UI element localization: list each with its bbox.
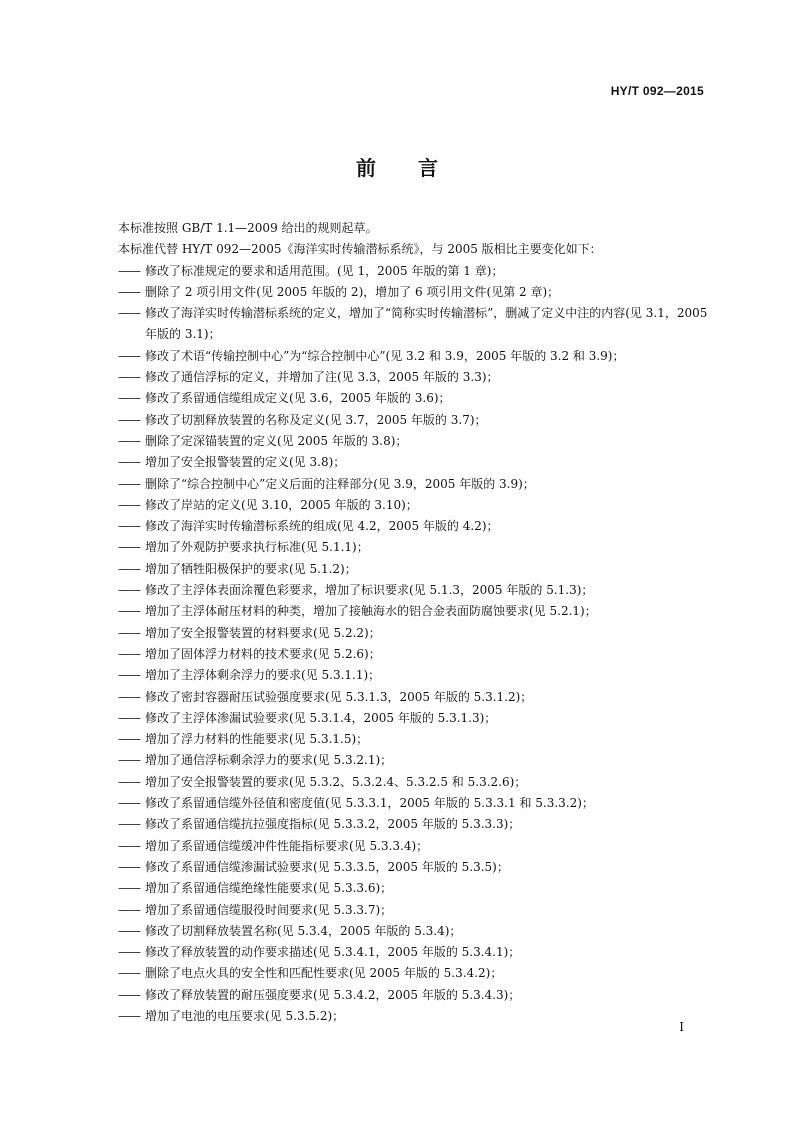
change-text: 修改了通信浮标的定义，并增加了注(见 3.3，2005 年版的 3.3)； [145, 370, 499, 385]
change-item [118, 942, 714, 963]
list-dash: —— [118, 987, 140, 1002]
change-item [118, 303, 714, 346]
change-text: 增加了外观防护要求执行标准(见 5.1.1)； [145, 540, 369, 555]
page-title: 前言 [356, 156, 480, 180]
change-item [118, 623, 714, 644]
list-dash: —— [118, 881, 140, 896]
change-text: 修改了主浮体渗漏试验要求(见 5.3.1.4，2005 年版的 5.3.1.3)； [145, 710, 497, 725]
change-text: 删除了电点火具的安全性和匹配性要求(见 2005 年版的 5.3.4.2)； [145, 966, 503, 981]
change-item [118, 388, 714, 409]
change-text: 增加了安全报警装置的定义(见 3.8)； [145, 455, 346, 470]
list-dash: —— [118, 583, 140, 598]
change-item [118, 559, 714, 580]
standard-code: HY/T 092—2015 [610, 84, 704, 98]
change-item [118, 985, 714, 1006]
change-text: 修改了系留通信缆组成定义(见 3.6，2005 年版的 3.6)； [145, 391, 451, 406]
list-dash: —— [118, 604, 140, 619]
change-item [118, 729, 714, 750]
change-text: 修改了释放装置的动作要求描述(见 5.3.4.1，2005 年版的 5.3.4.1)； [145, 945, 521, 960]
list-dash: —— [118, 433, 140, 448]
change-item [118, 921, 714, 942]
list-dash: —— [118, 796, 140, 811]
list-dash: —— [118, 923, 140, 938]
list-dash: —— [118, 753, 140, 768]
change-item [118, 410, 714, 431]
change-item [118, 878, 714, 899]
intro-line-replacement: 本标准代替 HY/T 092—2005《海洋实时传输潜标系统》，与 2005 版相比主要变化如下： [118, 242, 602, 257]
change-item [118, 495, 714, 516]
list-dash: —— [118, 497, 140, 512]
change-item [118, 1006, 714, 1027]
change-item [118, 261, 714, 282]
change-text: 增加了固体浮力材料的技术要求(见 5.2.6)； [145, 646, 381, 661]
list-dash: —— [118, 455, 140, 470]
list-dash: —— [118, 540, 140, 555]
list-dash: —— [118, 859, 140, 874]
change-text: 增加了系留通信缆绝缘性能要求(见 5.3.3.6)； [145, 881, 393, 896]
list-dash: —— [118, 668, 140, 683]
change-text: 修改了切割释放装置的名称及定义(见 3.7，2005 年版的 3.7)； [145, 412, 487, 427]
intro-line-drafting-rules: 本标准按照 GB/T 1.1—2009 给出的规则起草。 [118, 221, 378, 235]
change-item [118, 708, 714, 729]
change-text: 修改了系留通信缆抗拉强度指标(见 5.3.3.2，2005 年版的 5.3.3.3)； [145, 817, 521, 832]
change-text: 修改了系留通信缆渗漏试验要求(见 5.3.3.5，2005 年版的 5.3.5)； [145, 859, 509, 874]
list-dash: —— [118, 476, 140, 491]
change-text: 增加了电池的电压要求(见 5.3.5.2)； [145, 1008, 345, 1023]
list-dash: —— [118, 306, 140, 321]
change-item [118, 687, 714, 708]
list-dash: —— [118, 689, 140, 704]
change-item [118, 537, 714, 558]
changes-list [118, 261, 714, 1028]
change-text: 修改了切割释放装置名称(见 5.3.4，2005 年版的 5.3.4)； [145, 923, 462, 938]
list-dash: —— [118, 561, 140, 576]
list-dash: —— [118, 1008, 140, 1023]
change-text: 增加了牺牲阳极保护的要求(见 5.1.2)； [145, 561, 357, 576]
list-dash: —— [118, 370, 140, 385]
change-text: 修改了术语“传输控制中心”为“综合控制中心”(见 3.2 和 3.9，2005 年版的 3.2 和 3.9)； [145, 348, 625, 363]
list-dash: —— [118, 710, 140, 725]
change-text: 修改了主浮体表面涂覆色彩要求，增加了标识要求(见 5.1.3，2005 年版的 5.1.3)； [145, 583, 594, 598]
list-dash: —— [118, 625, 140, 640]
change-item [118, 963, 714, 984]
change-item [118, 282, 714, 303]
change-text: 删除了 2 项引用文件(见 2005 年版的 2)，增加了 6 项引用文件(见第 2 章)； [145, 284, 560, 299]
change-text: 修改了密封容器耐压试验强度要求(见 5.3.1.3，2005 年版的 5.3.1.2)； [145, 689, 533, 704]
list-dash: —— [118, 902, 140, 917]
change-item [118, 431, 714, 452]
change-item [118, 346, 714, 367]
change-text: 修改了系留通信缆外径值和密度值(见 5.3.3.1，2005 年版的 5.3.3.1 和 5.3.3.2)； [145, 796, 594, 811]
list-dash: —— [118, 817, 140, 832]
list-dash: —— [118, 412, 140, 427]
change-text: 增加了主浮体剩余浮力的要求(见 5.3.1.1)； [145, 668, 381, 683]
change-item [118, 836, 714, 857]
change-item [118, 772, 714, 793]
change-item [118, 814, 714, 835]
page-number: I [679, 1020, 684, 1034]
change-text: 修改了海洋实时传输潜标系统的组成(见 4.2，2005 年版的 4.2)； [145, 519, 499, 534]
document-body [118, 218, 714, 1027]
change-text: 增加了浮力材料的性能要求(见 5.3.1.5)； [145, 732, 369, 747]
change-text: 增加了安全报警装置的材料要求(见 5.2.2)； [145, 625, 381, 640]
list-dash: —— [118, 519, 140, 534]
change-item [118, 367, 714, 388]
list-dash: —— [118, 966, 140, 981]
change-item [118, 580, 714, 601]
list-dash: —— [118, 391, 140, 406]
change-item [118, 452, 714, 473]
change-text: 增加了系留通信缆缓冲件性能指标要求(见 5.3.3.4)； [145, 838, 429, 853]
change-text: 修改了海洋实时传输潜标系统的定义，增加了“简称实时传输潜标”，删减了定义中注的内容(见 3.1，2005 年版的 3.1)； [145, 306, 708, 342]
list-dash: —— [118, 263, 140, 278]
list-dash: —— [118, 348, 140, 363]
change-text: 增加了系留通信缆服役时间要求(见 5.3.3.7)； [145, 902, 393, 917]
change-item [118, 750, 714, 771]
change-text: 修改了岸站的定义(见 3.10，2005 年版的 3.10)； [145, 497, 418, 512]
list-dash: —— [118, 774, 140, 789]
change-text: 删除了“综合控制中心”定义后面的注释部分(见 3.9，2005 年版的 3.9)； [145, 476, 535, 491]
change-text: 删除了定深锚装置的定义(见 2005 年版的 3.8)； [145, 433, 408, 448]
list-dash: —— [118, 284, 140, 299]
list-dash: —— [118, 646, 140, 661]
list-dash: —— [118, 945, 140, 960]
change-item [118, 644, 714, 665]
change-item [118, 793, 714, 814]
change-item [118, 665, 714, 686]
change-item [118, 900, 714, 921]
change-item [118, 857, 714, 878]
change-item [118, 474, 714, 495]
change-item [118, 601, 714, 622]
list-dash: —— [118, 838, 140, 853]
change-text: 增加了主浮体耐压材料的种类，增加了接触海水的铝合金表面防腐蚀要求(见 5.2.1)； [145, 604, 597, 619]
change-item [118, 516, 714, 537]
change-text: 增加了安全报警装置的要求(见 5.3.2、5.3.2.4、5.3.2.5 和 5.3.2.6)； [145, 774, 527, 789]
change-text: 修改了释放装置的耐压强度要求(见 5.3.4.2，2005 年版的 5.3.4.3)； [145, 987, 521, 1002]
change-text: 增加了通信浮标剩余浮力的要求(见 5.3.2.1)； [145, 753, 393, 768]
list-dash: —— [118, 732, 140, 747]
change-text: 修改了标准规定的要求和适用范围。(见 1，2005 年版的第 1 章)； [145, 263, 504, 278]
